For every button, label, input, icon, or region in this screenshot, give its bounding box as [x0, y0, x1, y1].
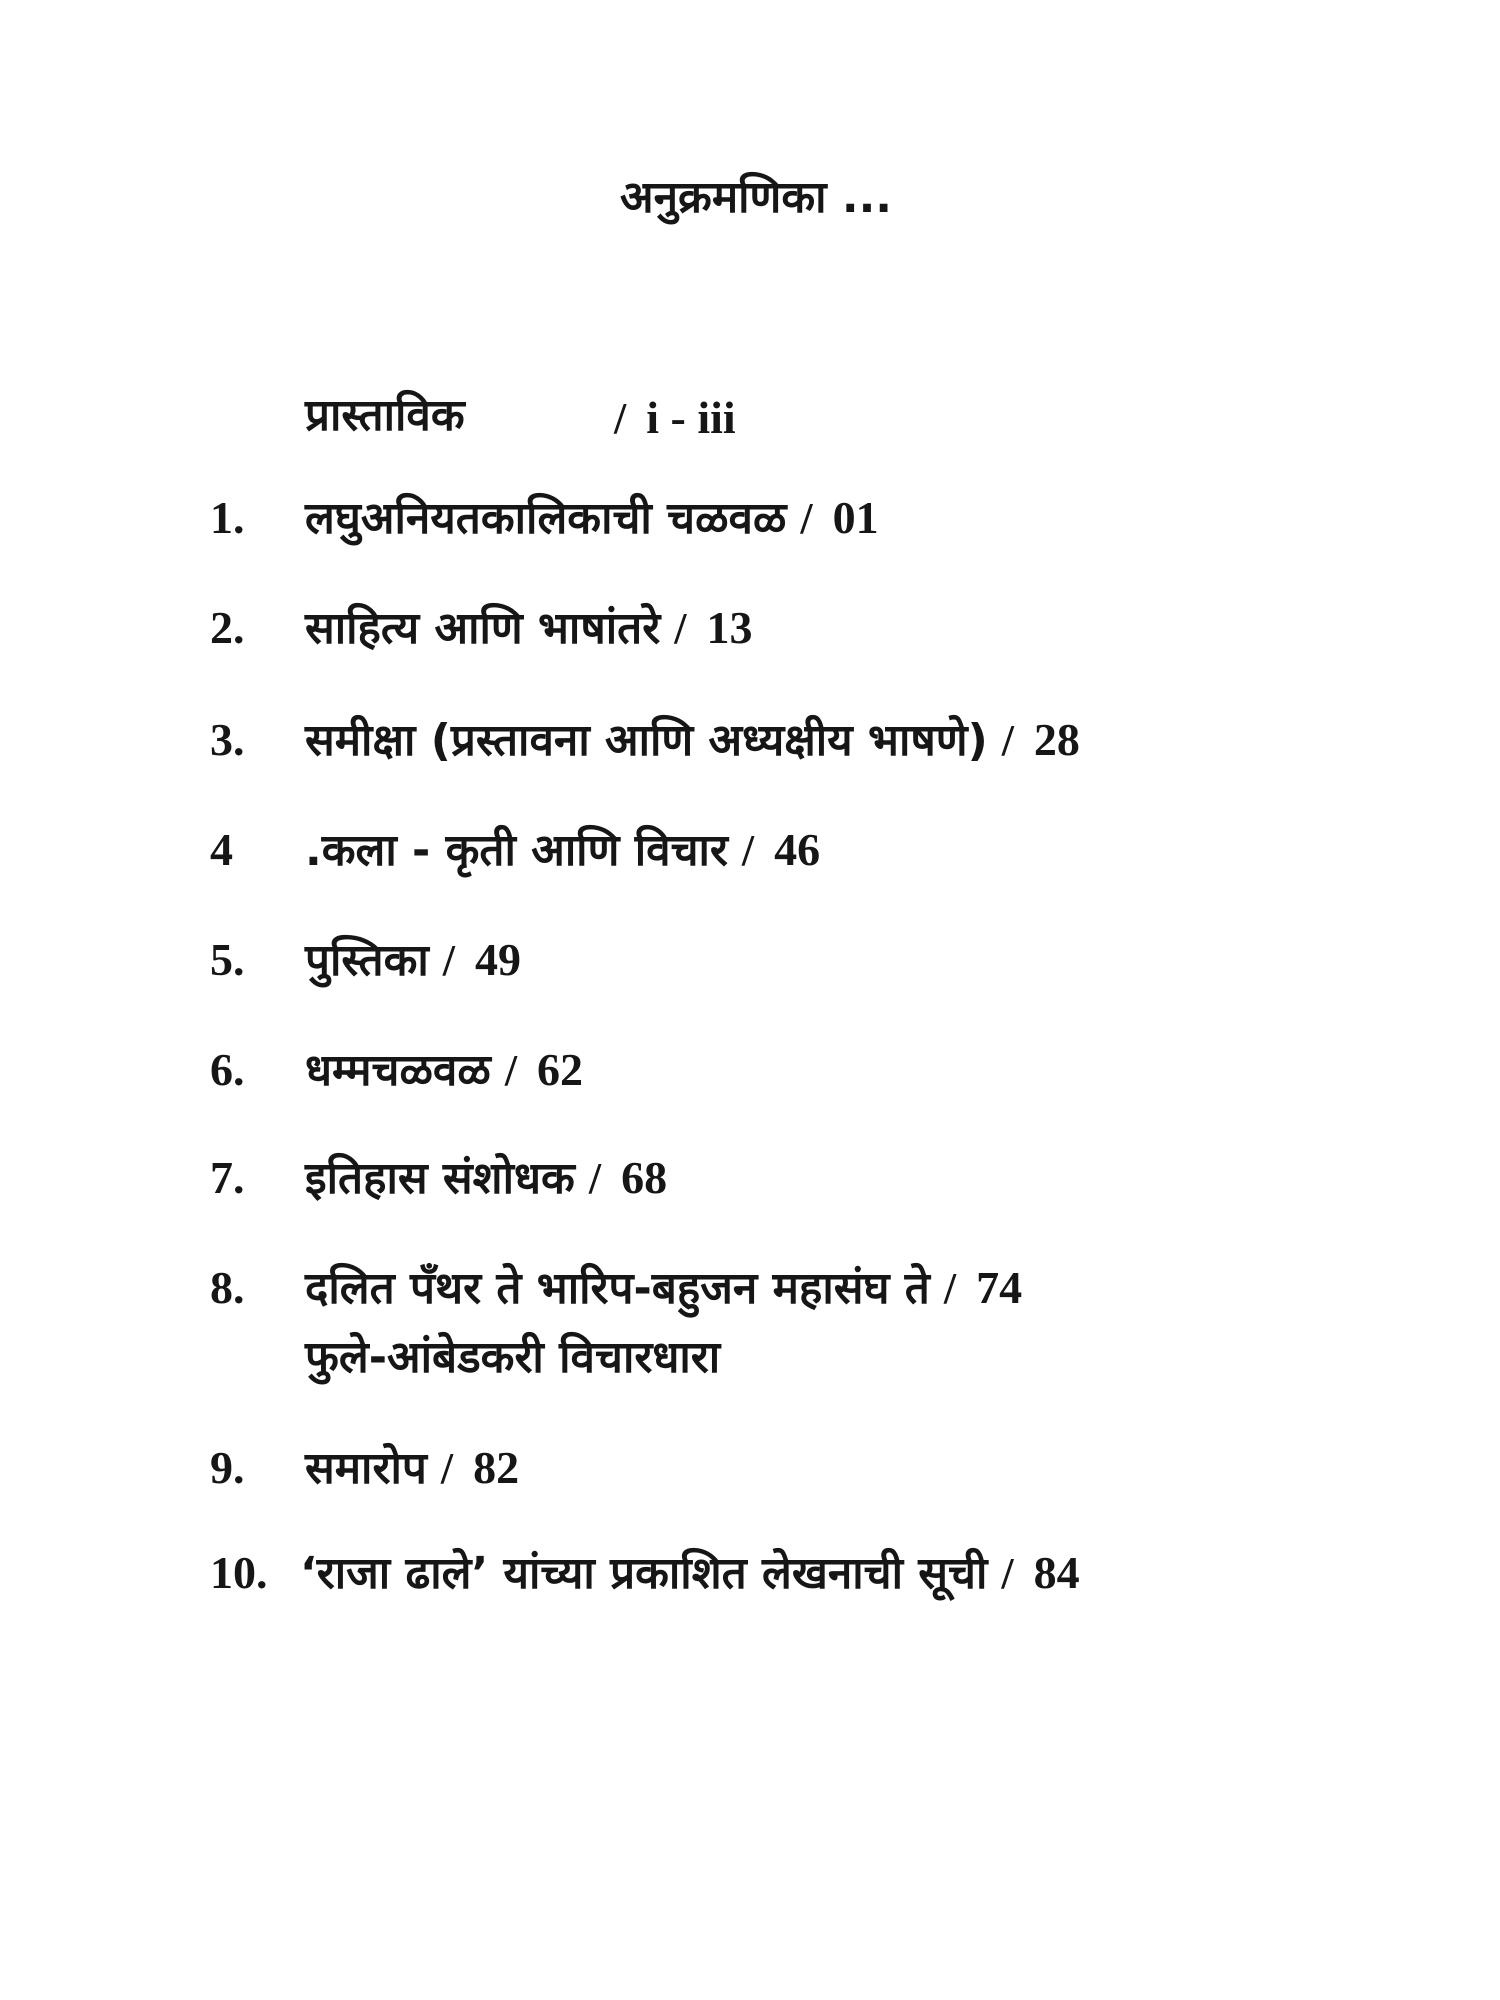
entry-label: साहित्य आणि भाषांतरे: [305, 603, 661, 654]
entry-number: 6.: [210, 1044, 245, 1095]
entry-label: समारोप: [305, 1443, 427, 1494]
entry-label: दलित पँथर ते भारिप-बहुजन महासंघ ते: [305, 1263, 930, 1314]
entry-label: लघुअनियतकालिकाची चळवळ: [305, 493, 787, 544]
entry-page-group: [600, 390, 736, 446]
entry-number: 7.: [210, 1152, 245, 1203]
entry-number: 4: [210, 824, 233, 875]
entry-separator: /: [943, 1264, 957, 1313]
entry-label-continuation: फुले-आंबेडकरी विचारधारा: [305, 1332, 721, 1383]
entry-page-number: 46: [774, 824, 821, 875]
entry-page-number: 84: [1033, 1547, 1080, 1598]
entry-number: 2.: [210, 602, 245, 653]
entry-separator: /: [588, 1154, 602, 1203]
entry-label-group: [305, 712, 1080, 768]
entry-page-number: 01: [832, 492, 879, 543]
entry-label: पुस्तिका: [305, 935, 429, 986]
entry-separator: /: [741, 826, 755, 875]
entry-label-group: [305, 822, 820, 878]
entry-page-number: i - iii: [646, 392, 736, 443]
entry-separator: /: [674, 604, 687, 653]
entry-separator: /: [800, 494, 813, 543]
entry-label: धम्मचळवळ: [305, 1045, 491, 1096]
entry-label: समीक्षा (प्रस्तावना आणि अध्यक्षीय भाषणे): [305, 715, 988, 766]
entry-number: 9.: [210, 1442, 245, 1493]
entry-label-group: [300, 1545, 1080, 1601]
entry-label-group: [305, 1042, 583, 1098]
entry-number: 1.: [210, 492, 245, 543]
entry-number: 8.: [210, 1262, 245, 1313]
entry-page-number: 68: [621, 1152, 668, 1203]
entry-label: .कला - कृती आणि विचार: [305, 825, 728, 876]
entry-label-group: [305, 1260, 1022, 1316]
entry-label: इतिहास संशोधक: [305, 1153, 575, 1204]
entry-page-number: 28: [1033, 714, 1080, 765]
entry-separator: /: [442, 936, 456, 985]
entry-label-group: [305, 600, 752, 656]
entry-page-number: 74: [976, 1262, 1023, 1313]
page-title: अनुक्रमणिका ...: [620, 172, 892, 223]
entry-number: 10.: [210, 1547, 268, 1598]
entry-label: प्रास्ताविक: [305, 390, 465, 441]
entry-separator: /: [1001, 1549, 1014, 1598]
entry-label-group: [305, 490, 879, 546]
entry-separator: /: [1001, 716, 1014, 765]
entry-label: ‘राजा ढाले’ यांच्या प्रकाशित लेखनाची सूची: [300, 1548, 988, 1599]
entry-number: 3.: [210, 714, 245, 765]
entry-label-group: [305, 1150, 667, 1206]
entry-label-group: [305, 932, 521, 988]
entry-page-number: 82: [473, 1442, 520, 1493]
entry-number: 5.: [210, 934, 245, 985]
entry-page-number: 13: [706, 602, 753, 653]
entry-page-number: 49: [475, 934, 522, 985]
entry-separator: /: [614, 394, 627, 443]
entry-separator: /: [504, 1046, 518, 1095]
entry-separator: /: [440, 1444, 454, 1493]
entry-label-group: [305, 1440, 519, 1496]
entry-page-number: 62: [537, 1044, 584, 1095]
